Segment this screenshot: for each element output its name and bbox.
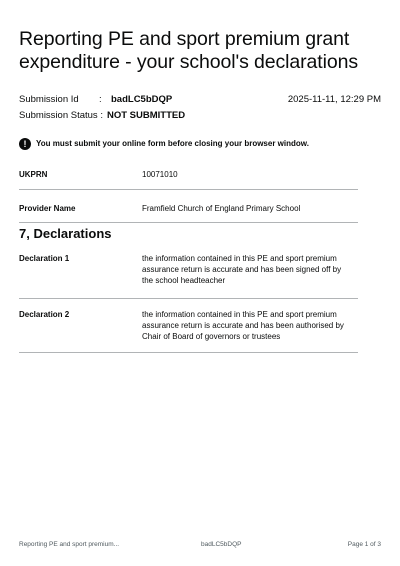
warning-notice <box>19 138 309 150</box>
declaration-text: the information contained in this PE and sport premium assurance return is accurate and has been authorised by Chair of Board of governors or trustees <box>142 310 344 341</box>
submission-id-label: Submission Id <box>19 94 79 105</box>
submission-id-row <box>19 94 381 106</box>
divider <box>19 222 358 223</box>
submission-id-separator: : <box>99 94 102 105</box>
submission-status-row <box>19 110 185 122</box>
divider <box>19 189 358 190</box>
ukprn-value: 10071010 <box>142 170 178 179</box>
submission-id-value: badLC5bDQP <box>111 94 173 105</box>
declaration-label: Declaration 1 <box>19 254 70 263</box>
provider-name-value: Framfield Church of England Primary School <box>142 204 301 213</box>
divider <box>19 352 358 353</box>
warning-icon: ! <box>19 138 31 150</box>
submission-status-label: Submission Status : <box>19 110 103 121</box>
ukprn-label: UKPRN <box>19 170 48 179</box>
footer-document-title: Reporting PE and sport premium... <box>19 541 120 548</box>
divider <box>19 298 358 299</box>
declaration-text: the information contained in this PE and sport premium assurance return is accurate and has been signed off by the school headteacher <box>142 254 342 285</box>
provider-name-label: Provider Name <box>19 204 76 213</box>
declaration-label: Declaration 2 <box>19 310 70 319</box>
section-heading-declarations: 7, Declarations <box>19 226 112 241</box>
footer-page-number: Page 1 of 3 <box>347 541 381 548</box>
submission-datetime: 2025-11-11, 12:29 PM <box>287 94 381 105</box>
page-title: Reporting PE and sport premium grant expenditure - your school's declarations <box>19 28 358 73</box>
warning-text: You must submit your online form before closing your browser window. <box>36 139 309 148</box>
footer-submission-id: badLC5bDQP <box>201 541 242 548</box>
submission-status-value: NOT SUBMITTED <box>106 110 186 121</box>
